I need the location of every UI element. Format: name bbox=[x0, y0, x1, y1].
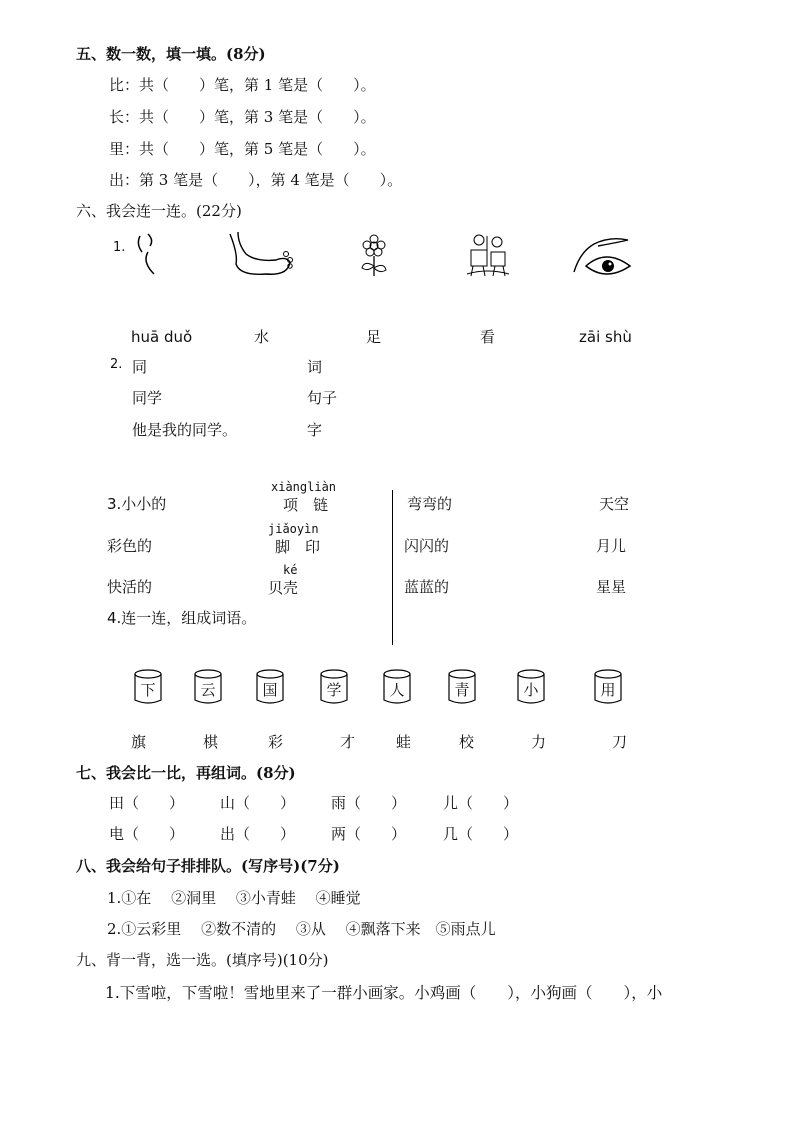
section-6-title: 六、我会连一连。(22分) bbox=[76, 202, 242, 220]
q3-right-noun-1: 天空 bbox=[599, 495, 630, 513]
section-7-title: 七、我会比一比，再组词。(8分) bbox=[76, 764, 296, 782]
q4-word-7: 力 bbox=[531, 733, 547, 751]
q2-right-3: 字 bbox=[307, 421, 323, 439]
q2-right-1: 词 bbox=[307, 358, 323, 376]
q4-char-cylinder bbox=[594, 669, 622, 705]
q3-divider bbox=[392, 490, 393, 645]
q4-word-8: 刀 bbox=[612, 733, 628, 751]
q4-char: 云 bbox=[200, 681, 216, 699]
s7-r1-c2: 山（ ） bbox=[220, 794, 296, 812]
q4-char-cylinder bbox=[134, 669, 162, 705]
s7-r2-c2: 出（ ） bbox=[220, 825, 296, 843]
q4-char-cylinder bbox=[383, 669, 411, 705]
q4-title: 4.连一连，组成词语。 bbox=[107, 609, 257, 627]
s8-q1: 1.①在 ②洞里 ③小青蛙 ④睡觉 bbox=[107, 889, 361, 907]
q3-right-adj-3: 蓝蓝的 bbox=[404, 578, 450, 596]
foot-picture bbox=[226, 232, 296, 278]
q2-number: 2. bbox=[110, 357, 123, 372]
q4-word-3: 彩 bbox=[268, 733, 284, 751]
q2-left-1: 同 bbox=[132, 358, 148, 376]
q1-number: 1. bbox=[113, 240, 126, 255]
q3-left-1: 3.小小的 bbox=[107, 495, 167, 513]
q1-word-1: huā duǒ bbox=[131, 328, 193, 346]
q3-pinyin-3: ké bbox=[283, 563, 298, 577]
q4-char-cylinder bbox=[448, 669, 476, 705]
eye-hand-picture bbox=[570, 232, 634, 276]
q4-char: 小 bbox=[523, 681, 539, 699]
section-8-title: 八、我会给句子排排队。(写序号)(7分) bbox=[76, 857, 340, 875]
section-9-title: 九、背一背，选一选。(填序号)(10分) bbox=[76, 951, 329, 969]
q1-word-4: 看 bbox=[480, 328, 496, 346]
q1-word-5: zāi shù bbox=[579, 328, 632, 346]
s7-r1-c4: 儿（ ） bbox=[443, 794, 519, 812]
s7-r2-c1: 电（ ） bbox=[109, 825, 185, 843]
q4-char: 国 bbox=[262, 681, 278, 699]
s8-q2: 2.①云彩里 ②数不清的 ③从 ④飘落下来 ⑤雨点儿 bbox=[107, 920, 496, 938]
q3-mid-2: 脚 印 bbox=[275, 538, 321, 556]
q4-char-cylinder bbox=[320, 669, 348, 705]
s5-line-4: 出：第 3 笔是（ ），第 4 笔是（ ）。 bbox=[109, 171, 403, 189]
q4-char: 人 bbox=[389, 681, 405, 699]
q1-word-3: 足 bbox=[366, 328, 382, 346]
s5-line-3: 里：共（ ）笔，第 5 笔是（ ）。 bbox=[109, 140, 376, 158]
q4-word-1: 旗 bbox=[131, 733, 147, 751]
q2-right-2: 句子 bbox=[307, 389, 338, 407]
q4-word-2: 棋 bbox=[203, 733, 219, 751]
q3-pinyin-1: xiàngliàn bbox=[271, 480, 337, 494]
s9-q1: 1.下雪啦，下雪啦！雪地里来了一群小画家。小鸡画（ ），小狗画（ ），小 bbox=[105, 984, 663, 1002]
section-5-title: 五、数一数，填一填。(8分) bbox=[76, 45, 266, 63]
q4-char-cylinder bbox=[194, 669, 222, 705]
q3-right-adj-2: 闪闪的 bbox=[404, 537, 450, 555]
q2-left-2: 同学 bbox=[132, 389, 163, 407]
q3-right-noun-2: 月儿 bbox=[596, 537, 627, 555]
q3-left-3: 快活的 bbox=[107, 578, 153, 596]
q3-right-noun-3: 星星 bbox=[596, 578, 627, 596]
q4-char-cylinder bbox=[517, 669, 545, 705]
q4-char: 青 bbox=[454, 681, 470, 699]
tree-planting-picture bbox=[465, 232, 511, 280]
s5-line-1: 比：共（ ）笔，第 1 笔是（ ）。 bbox=[109, 76, 376, 94]
q3-right-adj-1: 弯弯的 bbox=[407, 495, 453, 513]
flower-picture bbox=[357, 234, 391, 278]
q3-mid-1: 项 链 bbox=[283, 496, 329, 514]
q4-word-5: 蛙 bbox=[396, 733, 412, 751]
s7-r2-c3: 两（ ） bbox=[331, 825, 407, 843]
q1-word-2: 水 bbox=[254, 328, 270, 346]
q4-word-4: 才 bbox=[340, 733, 356, 751]
q4-char: 学 bbox=[326, 681, 342, 699]
s7-r1-c1: 田（ ） bbox=[109, 794, 185, 812]
s5-line-2: 长：共（ ）笔，第 3 笔是（ ）。 bbox=[109, 108, 376, 126]
q3-pinyin-2: jiǎoyìn bbox=[268, 522, 319, 536]
q4-word-6: 校 bbox=[459, 733, 475, 751]
water-strokes-picture bbox=[134, 232, 164, 278]
s7-r1-c3: 雨（ ） bbox=[331, 794, 407, 812]
q2-left-3: 他是我的同学。 bbox=[132, 421, 238, 439]
q4-char-cylinder bbox=[256, 669, 284, 705]
s7-r2-c4: 几（ ） bbox=[443, 825, 519, 843]
q4-char: 下 bbox=[140, 681, 156, 699]
q3-mid-3: 贝壳 bbox=[268, 579, 299, 597]
q3-left-2: 彩色的 bbox=[107, 537, 153, 555]
q4-char: 用 bbox=[600, 681, 616, 699]
